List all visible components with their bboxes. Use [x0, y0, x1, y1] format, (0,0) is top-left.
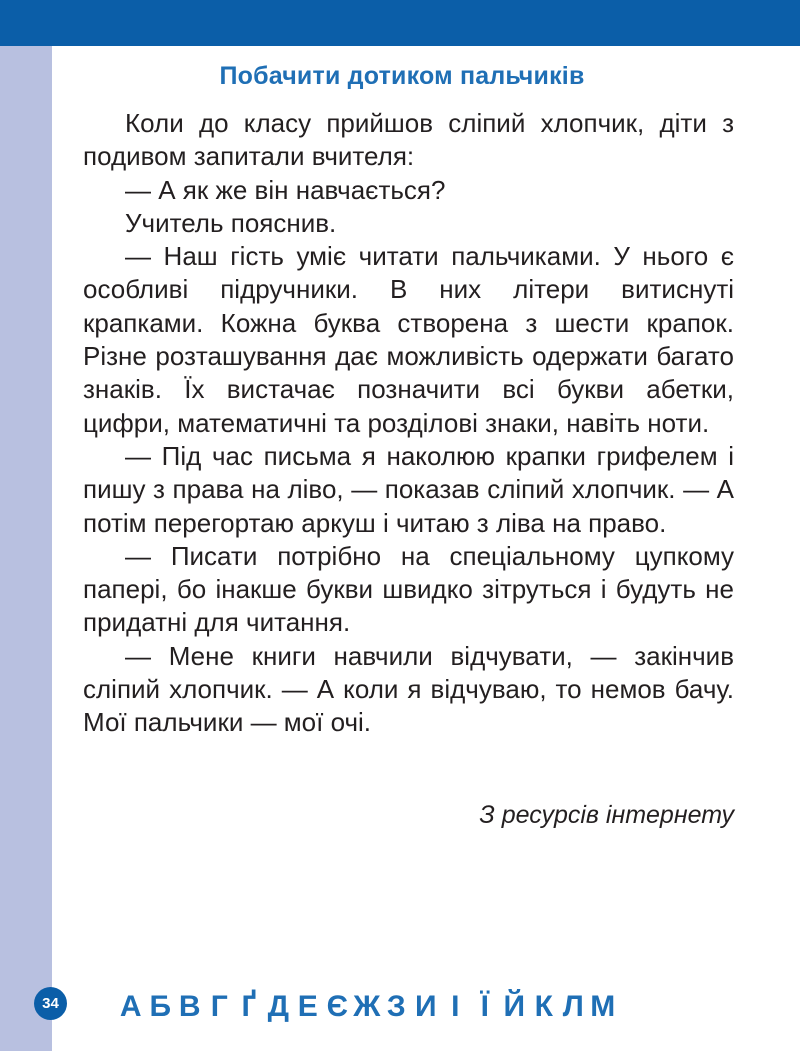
- alphabet-letter: Д: [267, 990, 289, 1023]
- alphabet-letter: Є: [326, 990, 348, 1023]
- paragraph: — Писати потрібно на спеціальному цупкому папері, бо інакше букви швидко зітруться і будуть не придатні для читання.: [83, 540, 734, 638]
- side-color-bar: [0, 46, 52, 1051]
- alphabet-letter: А: [119, 990, 142, 1023]
- alphabet-letter: И: [414, 990, 437, 1023]
- alphabet-letter: Ї: [480, 990, 489, 1023]
- source-attribution: З ресурсів інтернету: [479, 801, 734, 829]
- top-color-bar: [0, 0, 800, 46]
- alphabet-letter: Е: [297, 990, 318, 1023]
- alphabet-letter: І: [451, 990, 460, 1023]
- alphabet-letter: Л: [562, 990, 584, 1023]
- alphabet-letter: М: [590, 990, 616, 1023]
- alphabet-strip: [116, 990, 618, 1024]
- alphabet-letter: Г: [210, 990, 228, 1023]
- alphabet-letter: Й: [503, 990, 526, 1023]
- story-title: Побачити дотиком пальчиків: [219, 62, 585, 90]
- paragraph: — А як же він навчається?: [125, 174, 446, 205]
- paragraph: Коли до класу прийшов сліпий хлопчик, діти з подивом запитали вчителя:: [83, 108, 734, 172]
- alphabet-letter: Ґ: [241, 990, 257, 1023]
- paragraph: — Під час письма я наколюю крапки грифелем і пишу з права на ліво, — показав сліпий хлопчик. — А потім перегортаю аркуш і читаю з ліва на право.: [83, 440, 734, 538]
- alphabet-letter: К: [534, 990, 553, 1023]
- paragraph: — Мене книги навчили відчувати, — закінчив сліпий хлопчик. — А коли я відчуваю, то немов бачу. Мої пальчики — мої очі.: [83, 640, 734, 738]
- paragraph: Учитель пояснив.: [125, 207, 337, 238]
- story-text: [83, 107, 734, 740]
- alphabet-letter: З: [386, 990, 406, 1023]
- alphabet-letter: Б: [149, 990, 172, 1023]
- paragraph: — Наш гість уміє читати пальчиками. У нього є особливі підручники. В них літери витиснуті крапками. Кожна буква створена з шести крапок. Різне розташування дає можливість одержати багато знаків. Їх вистачає позначити всі букви абетки, цифри, математичні та розділові знаки, навіть ноти.: [83, 241, 734, 438]
- alphabet-letter: Ж: [353, 990, 381, 1023]
- alphabet-letter: В: [178, 990, 201, 1023]
- page-number-badge: 34: [34, 987, 67, 1020]
